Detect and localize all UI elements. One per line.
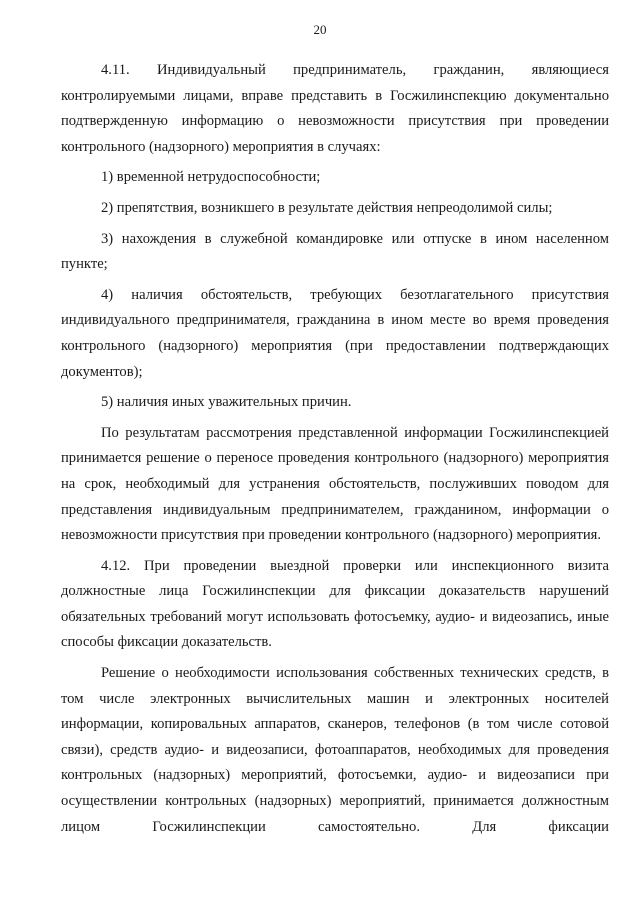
list-item-4: 4) наличия обстоятельств, требующих безотлагательного присутствия индивидуального предпринимателя, гражданина в ином месте во время проведения контрольного (надзорного) мероприятия (при предоставлении подтверждающих документов); [61,286,609,380]
list-item-1: 1) временной нетрудоспособности; [101,169,321,186]
paragraph-4-12: 4.12. При проведении выездной проверки или инспекционного визита должностные лица Госжилинспекции для фиксации доказательств нарушений обязательных требований могут использовать фотосъемку, аудио- и видеозапись, иные способы фиксации доказательств. [61,557,609,651]
page-number: 20 [313,22,327,37]
list-item-3: 3) нахождения в служебной командировке или отпуске в ином населенном пункте; [61,230,609,273]
document-body [61,58,609,840]
list-item-2: 2) препятствия, возникшего в результате действия непреодолимой силы; [101,199,553,216]
list-item-5: 5) наличия иных уважительных причин. [101,394,352,411]
paragraph-technical-means: Решение о необходимости использования собственных технических средств, в том числе электронных вычислительных машин и электронных носителей информации, копировальных аппаратов, сканеров, телефонов (в том числе сотовой связи), средств аудио- и видеозаписи, фотоаппаратов, необходимых для проведения контрольных (надзорных) мероприятий, фотосъемки, аудио- и видеозаписи при осуществлении контрольных (надзорных) мероприятий, принимается должностным лицом Госжилинспекции самостоятельно. Для фиксации [61,665,609,835]
paragraph-4-11: 4.11. Индивидуальный предприниматель, гражданин, являющиеся контролируемыми лицами, вправе представить в Госжилинспекцию документально подтвержденную информацию о невозможности присутствия при проведении контрольного (надзорного) мероприятия в случаях: [61,62,609,155]
paragraph-decision: По результатам рассмотрения представленной информации Госжилинспекцией принимается решение о переносе проведения контрольного (надзорного) мероприятия на срок, необходимый для устранения обстоятельств, послуживших поводом для представления индивидуальным предпринимателем, гражданином, информации о невозможности присутствия при проведении контрольного (надзорного) мероприятия. [61,424,609,544]
